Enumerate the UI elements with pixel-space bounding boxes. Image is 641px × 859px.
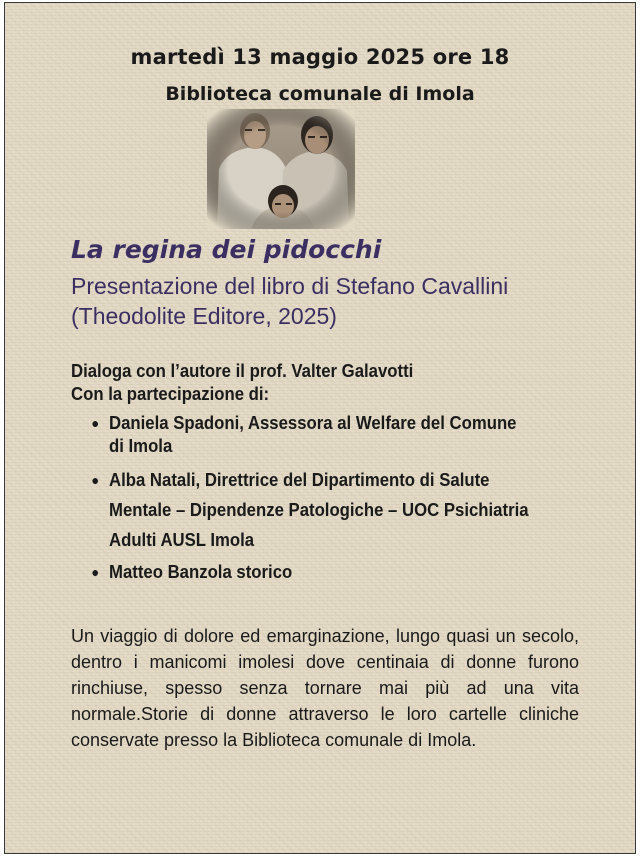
moderator-line: Dialoga con l’autore il prof. Valter Galavotti bbox=[71, 361, 414, 381]
participants-list bbox=[91, 412, 574, 587]
event-venue: Biblioteca comunale di Imola bbox=[165, 83, 475, 105]
participation-heading: Con la partecipazione di: bbox=[71, 384, 270, 404]
flyer-page bbox=[4, 2, 636, 854]
vintage-photo-image bbox=[207, 109, 355, 229]
bullet-icon: ● bbox=[91, 564, 100, 580]
list-item: ● Alba Natali, Direttrice del Dipartimento di Salute Mentale – Dipendenze Patologiche – UOC Psichiatria Adulti AUSL Imola bbox=[109, 465, 574, 555]
bullet-icon: ● bbox=[91, 472, 100, 488]
subtitle-line-2: (Theodolite Editore, 2025) bbox=[71, 303, 337, 329]
intro-block bbox=[71, 360, 555, 406]
book-title: La regina dei pidocchi bbox=[71, 235, 382, 264]
book-subtitle bbox=[71, 271, 571, 331]
event-date-time: martedì 13 maggio 2025 ore 18 bbox=[130, 45, 510, 69]
list-item: ● Daniela Spadoni, Assessora al Welfare del Comune di Imola bbox=[91, 413, 517, 456]
list-item: ● Matteo Banzola storico bbox=[109, 557, 574, 587]
subtitle-line-1: Presentazione del libro di Stefano Cavallini bbox=[71, 273, 509, 299]
bullet-icon: ● bbox=[91, 415, 100, 431]
book-description: Un viaggio di dolore ed emarginazione, lungo quasi un secolo, dentro i manicomi imolesi dove centinaia di donne furono rinchiuse, spesso senza tornare mai più ad una vita normale.Storie di donne attraverso le loro cartelle cliniche conservate presso la Biblioteca comunale di Imola. bbox=[71, 626, 579, 750]
photo-three-women-icon bbox=[207, 109, 355, 229]
